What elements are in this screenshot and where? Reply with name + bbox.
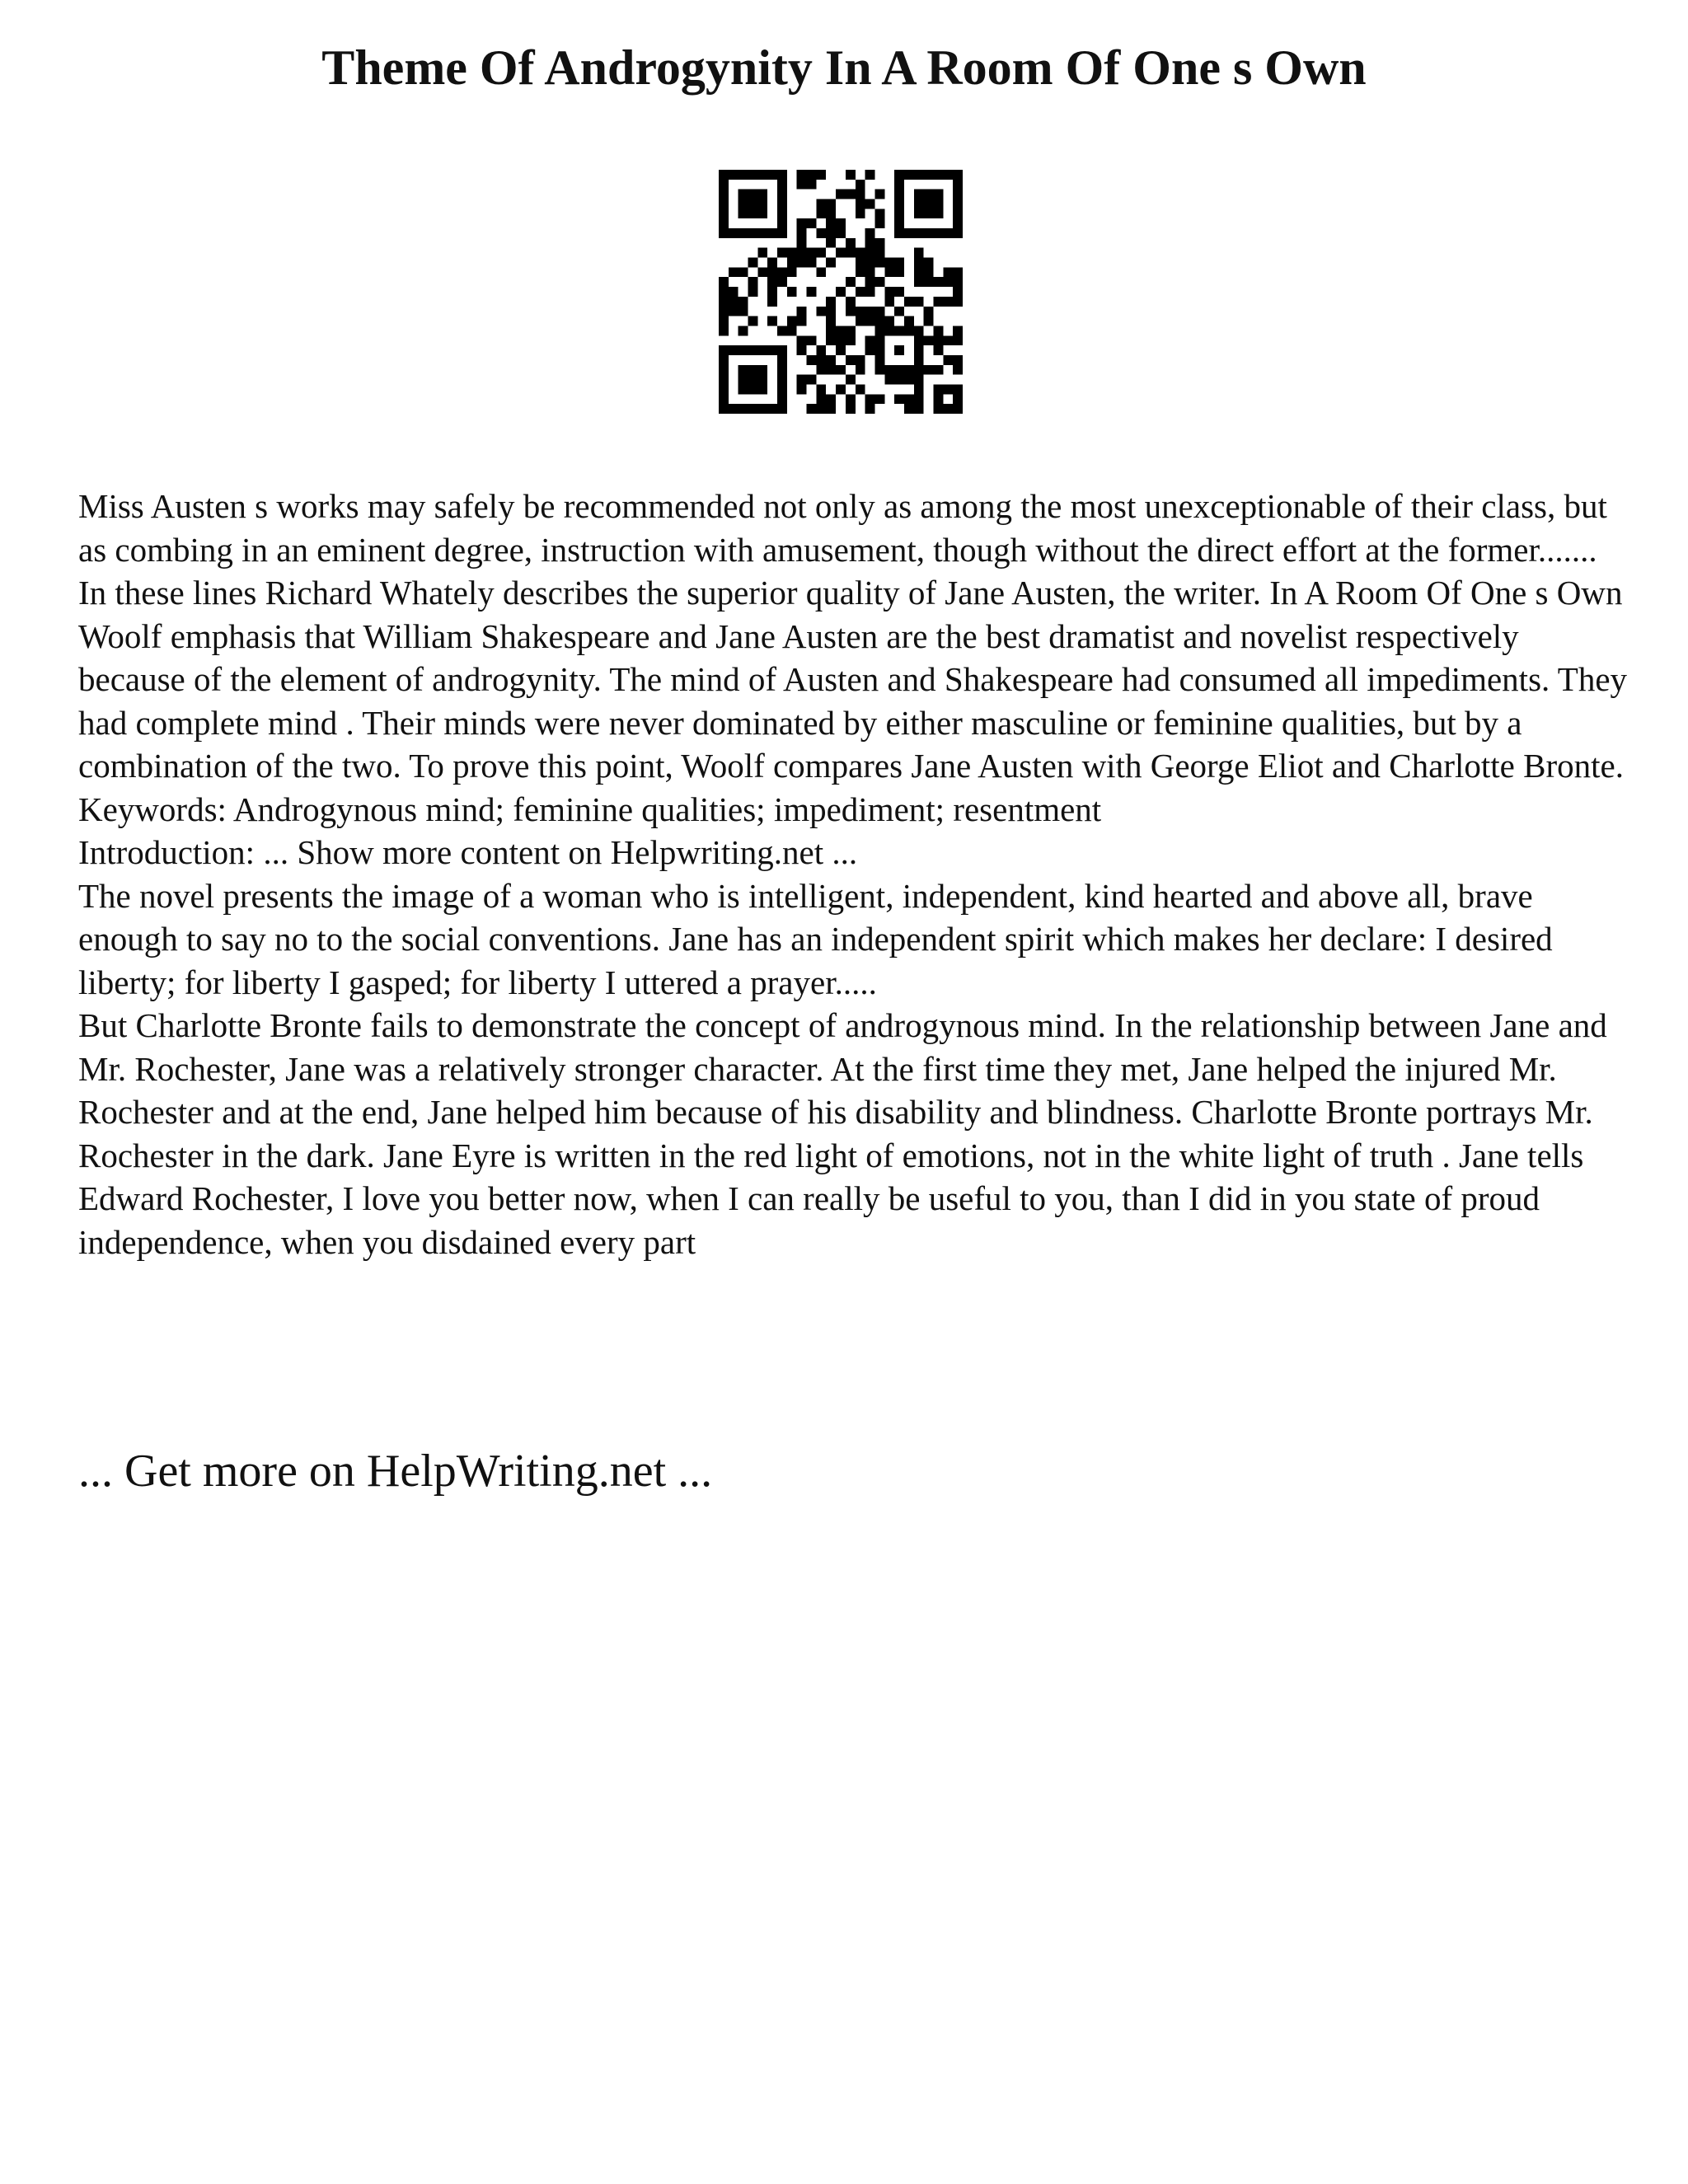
paragraph-introduction: Introduction: ... Show more content on Helpwriting.net ... — [78, 833, 858, 871]
qr-code-icon — [719, 170, 963, 414]
paragraph-quote: Miss Austen s works may safely be recommended not only as among the most unexceptionable of their class, but as combing in an eminent degree, instruction with amusement, though without the direct effort at the former....... — [78, 487, 1607, 569]
paragraph-whately: In these lines Richard Whately describes the superior quality of Jane Austen, the writer. In A Room Of One s Own Woolf emphasis that William Shakespeare and Jane Austen are the best dramatist and novelist respectively because of the element of androgynity. The mind of Austen and Shakespeare had consumed all impediments. They had complete mind . Their minds were never dominated by either masculine or feminine qualities, but by a combination of the two. To prove this point, Woolf compares Jane Austen with George Eliot and Charlotte Bronte. — [78, 574, 1628, 785]
paragraph-novel: The novel presents the image of a woman who is intelligent, independent, kind hearted and above all, brave enough to say no to the social conventions. Jane has an independent spirit which makes her declare: I desired liberty; for liberty I gasped; for liberty I uttered a prayer..... — [78, 876, 1553, 1001]
page-title: Theme Of Androgynity In A Room Of One s Own — [321, 40, 1367, 95]
paragraph-keywords: Keywords: Androgynous mind; feminine qualities; impediment; resentment — [78, 790, 1102, 828]
document-body — [78, 485, 1628, 1263]
get-more-link[interactable]: ... Get more on HelpWriting.net ... — [78, 1446, 713, 1497]
paragraph-bronte: But Charlotte Bronte fails to demonstrate the concept of androgynous mind. In the relationship between Jane and Mr. Rochester, Jane was a relatively stronger character. At the first time they met, Jane helped the injured Mr. Rochester and at the end, Jane helped him because of his disability and blindness. Charlotte Bronte portrays Mr. Rochester in the dark. Jane Eyre is written in the red light of emotions, not in the white light of truth . Jane tells Edward Rochester, I love you better now, when I can really be useful to you, than I did in you state of proud independence, when you disdained every part — [78, 1006, 1607, 1261]
